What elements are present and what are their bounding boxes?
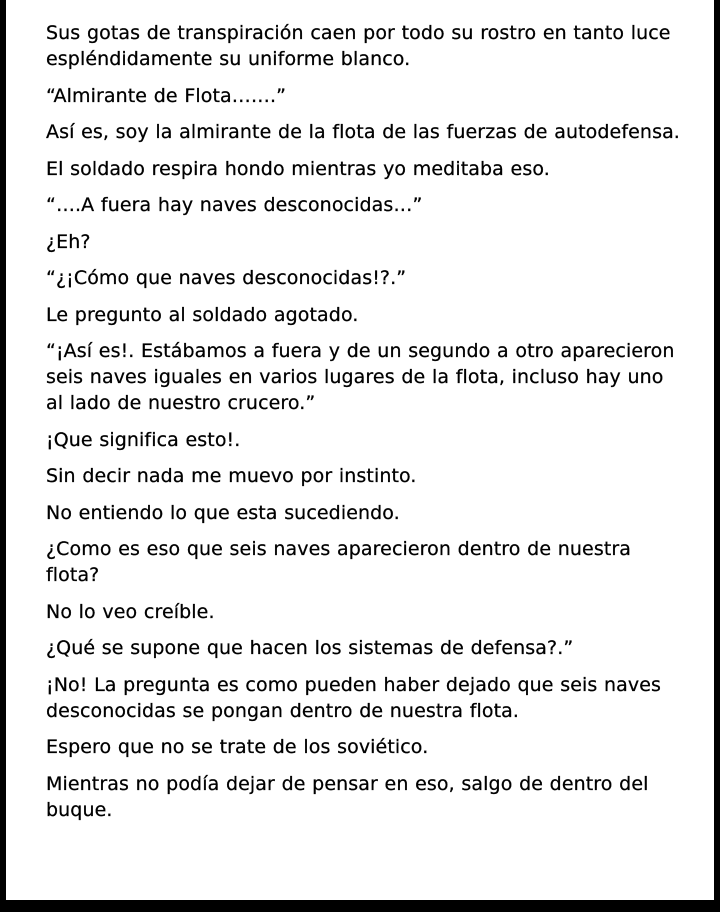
paragraph: Mientras no podía dejar de pensar en eso, salgo de dentro del buque. (46, 772, 649, 821)
paragraph: “¡Así es!. Estábamos a fuera y de un segundo a otro aparecieron seis naves iguales en varios lugares de la flota, incluso hay uno al lado de nuestro crucero.” (46, 340, 675, 414)
document-page (6, 0, 714, 900)
paragraph: Así es, soy la almirante de la flota de las fuerzas de autodefensa. (46, 121, 680, 143)
paragraph: ¿Qué se supone que hacen los sistemas de defensa?.” (46, 637, 574, 659)
paragraph: Le pregunto al soldado agotado. (46, 303, 359, 326)
paragraph: ¿Como es eso que seis naves aparecieron dentro de nuestra flota? (46, 538, 632, 586)
paragraph: No entiendo lo que esta sucediendo. (46, 501, 400, 524)
paragraph: Sin decir nada me muevo por instinto. (46, 465, 417, 487)
paragraph: Espero que no se trate de los soviético. (46, 736, 429, 758)
paragraph: “….A fuera hay naves desconocidas…” (46, 194, 423, 216)
paragraph: No lo veo creíble. (46, 600, 215, 623)
paragraph: ¡Que significa esto!. (46, 428, 241, 451)
paragraph: El soldado respira hondo mientras yo meditaba eso. (46, 157, 550, 180)
paragraph: “Almirante de Flota…….” (46, 84, 287, 107)
paragraph: Sus gotas de transpiración caen por todo su rostro en tanto luce espléndidamente su uniforme blanco. (46, 22, 671, 70)
paragraph: ¿Eh? (46, 230, 91, 253)
paragraph: ¡No! La pregunta es como pueden haber dejado que seis naves desconocidas se pongan dentro de nuestra flota. (46, 673, 662, 722)
paragraph: “¿¡Cómo que naves desconocidas!?.” (46, 267, 407, 289)
